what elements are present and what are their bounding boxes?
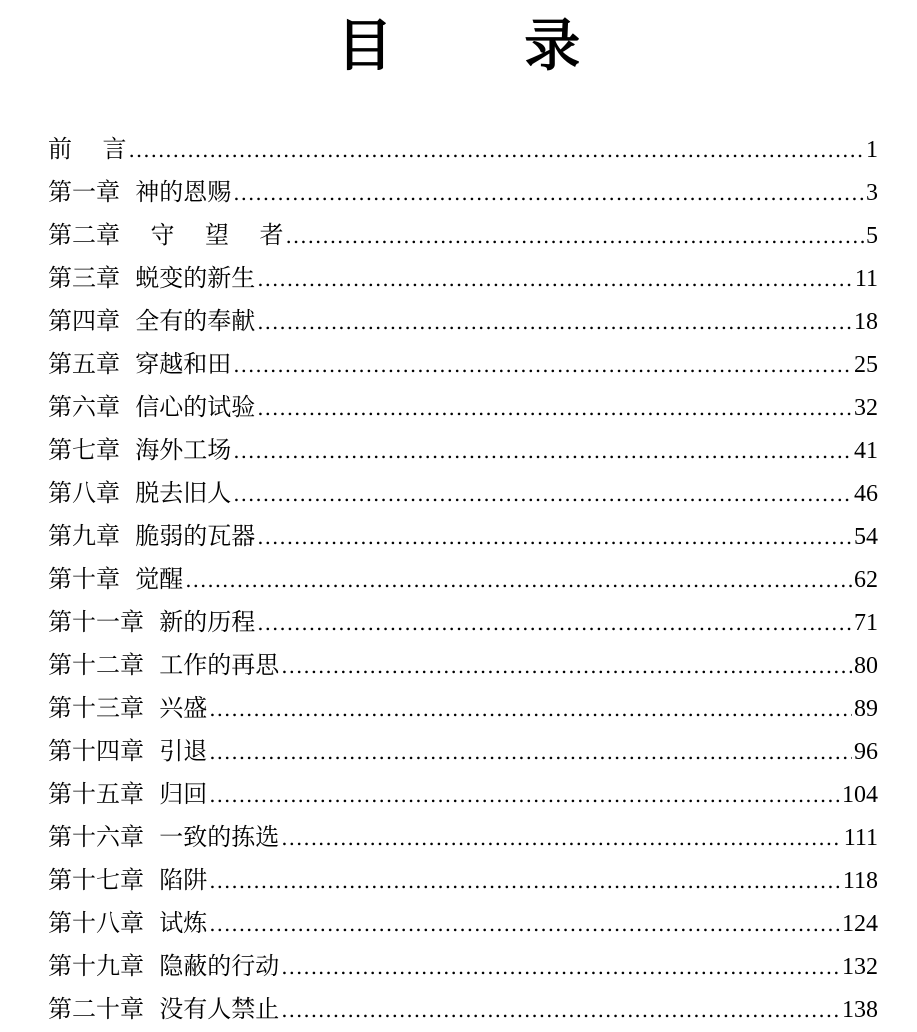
dot-leader (257, 258, 853, 301)
toc-entry-label: 前 言 (48, 135, 127, 163)
dot-leader (233, 473, 852, 516)
dot-leader (233, 344, 852, 387)
toc-entry-chapter-20[interactable] (48, 988, 878, 1031)
dot-leader (281, 989, 840, 1032)
toc-entry-page: 46 (854, 481, 878, 507)
toc-entry-label: 第十三章 兴盛 (48, 694, 208, 722)
toc-entry-chapter-12[interactable] (48, 644, 878, 687)
toc-entry-label: 第十一章 新的历程 (48, 608, 256, 636)
toc-entry-page: 96 (854, 739, 878, 765)
dot-leader (233, 172, 864, 215)
toc-entry-page: 54 (854, 524, 878, 550)
dot-leader (257, 301, 852, 344)
toc-entry-page: 25 (854, 352, 878, 378)
dot-leader (129, 129, 864, 172)
toc-entry-chapter-18[interactable] (48, 902, 878, 945)
toc-entry-chapter-5[interactable] (48, 343, 878, 386)
toc-entry-page: 18 (854, 309, 878, 335)
toc-entry-page: 11 (854, 266, 878, 292)
toc-entry-label: 第九章 脆弱的瓦器 (48, 522, 256, 550)
toc-entry-label: 第八章 脱去旧人 (48, 479, 232, 507)
toc-entry-page: 124 (842, 911, 878, 937)
toc-entry-chapter-17[interactable] (48, 859, 878, 902)
dot-leader (209, 860, 841, 903)
toc-entry-label: 第十九章 隐蔽的行动 (48, 952, 280, 980)
toc-entry-chapter-14[interactable] (48, 730, 878, 773)
toc-entry-label: 第六章 信心的试验 (48, 393, 256, 421)
dot-leader (286, 215, 864, 258)
toc-entry-label: 第十七章 陷阱 (48, 866, 208, 894)
dot-leader (257, 602, 852, 645)
toc-entry-chapter-13[interactable] (48, 687, 878, 730)
toc-entry-chapter-15[interactable] (48, 773, 878, 816)
toc-entry-chapter-2[interactable] (48, 214, 878, 257)
toc-entry-page: 111 (843, 825, 878, 851)
page-title: 目 录 (336, 13, 637, 79)
dot-leader (209, 731, 852, 774)
toc-entry-chapter-4[interactable] (48, 300, 878, 343)
toc-entry-page: 118 (842, 868, 878, 894)
toc-entry-label: 第十章 觉醒 (48, 565, 184, 593)
toc-entry-label: 第五章 穿越和田 (48, 350, 232, 378)
toc-entry-page: 104 (842, 782, 878, 808)
toc-entry-page: 138 (842, 997, 878, 1023)
toc-entry-chapter-8[interactable] (48, 472, 878, 515)
toc-entry-label: 第一章 神的恩赐 (48, 178, 232, 206)
toc-entry-label: 第四章 全有的奉献 (48, 307, 256, 335)
toc-entry-page: 1 (866, 137, 878, 163)
toc-entry-chapter-16[interactable] (48, 816, 878, 859)
toc-entry-chapter-3[interactable] (48, 257, 878, 300)
toc-entry-page: 32 (854, 395, 878, 421)
toc-entry-label: 第十八章 试炼 (48, 909, 208, 937)
toc-entry-page: 132 (842, 954, 878, 980)
toc-entry-page: 41 (854, 438, 878, 464)
toc-entry-chapter-10[interactable] (48, 558, 878, 601)
toc-entry-label: 第十六章 一致的拣选 (48, 823, 280, 851)
toc-entry-chapter-7[interactable] (48, 429, 878, 472)
toc-entry-chapter-9[interactable] (48, 515, 878, 558)
toc-entry-label: 第二章 守 望 者 (48, 221, 284, 249)
toc-entry-page: 3 (866, 180, 878, 206)
toc-entry-chapter-1[interactable] (48, 171, 878, 214)
toc-entry-label: 第三章 蜕变的新生 (48, 264, 256, 292)
toc-entry-label: 第十二章 工作的再思 (48, 651, 280, 679)
toc-entry-preface[interactable] (48, 128, 878, 171)
dot-leader (209, 688, 852, 731)
toc-entry-label: 第二十章 没有人禁止 (48, 995, 280, 1023)
toc-entry-page: 89 (854, 696, 878, 722)
toc-entry-chapter-19[interactable] (48, 945, 878, 988)
toc-entry-label: 第十四章 引退 (48, 737, 208, 765)
table-of-contents (48, 128, 878, 1031)
toc-entry-page: 80 (854, 653, 878, 679)
toc-entry-label: 第十五章 归回 (48, 780, 208, 808)
toc-entry-page: 71 (854, 610, 878, 636)
toc-entry-chapter-6[interactable] (48, 386, 878, 429)
toc-entry-label: 第七章 海外工场 (48, 436, 232, 464)
dot-leader (281, 645, 852, 688)
dot-leader (281, 817, 842, 860)
dot-leader (257, 516, 852, 559)
dot-leader (209, 903, 840, 946)
dot-leader (185, 559, 852, 602)
dot-leader (209, 774, 840, 817)
toc-entry-page: 62 (854, 567, 878, 593)
toc-entry-page: 5 (866, 223, 878, 249)
dot-leader (281, 946, 840, 989)
dot-leader (257, 387, 852, 430)
dot-leader (233, 430, 852, 473)
toc-entry-chapter-11[interactable] (48, 601, 878, 644)
